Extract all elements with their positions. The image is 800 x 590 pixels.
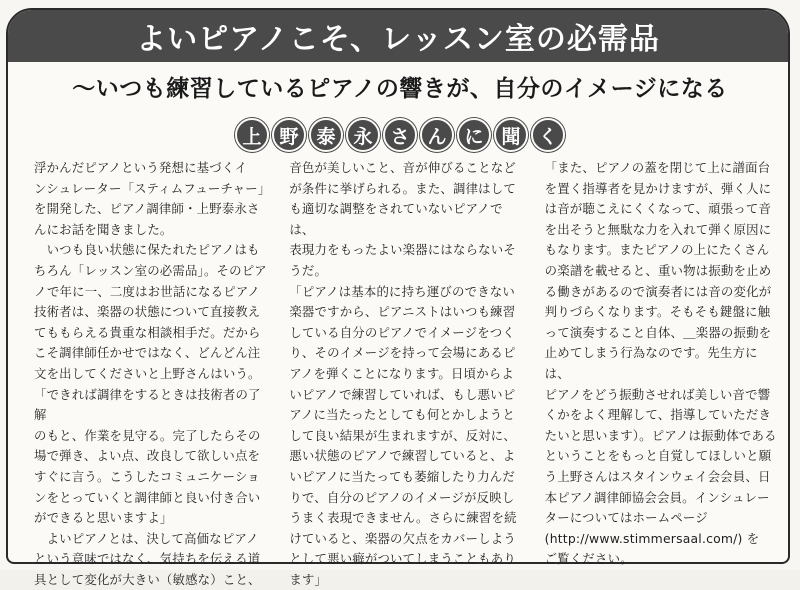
- article-body: [34, 158, 782, 587]
- badge-char: さ: [383, 118, 417, 152]
- badge-char: ん: [420, 118, 454, 152]
- page-title: よいピアノこそ、レッスン室の必需品: [136, 22, 660, 57]
- article-column-2: 音色が美しいこと、音が伸びることなど が条件に挙げられる。また、調律はして も適切な調整をされていないピアノでは、 表現力をもったよい楽器にはならないそ うだ。 「ピアノは基本的に持ち運びのできない 楽器ですから、ピアニストはいつも練習 している自分のピアノでイメージをつく り、そのイメージを持って会場にあるピ アノを弾くことになります。日頃からよ いピアノで練習していれば、もし悪いピ アノに当たったとしても何とかしようと して良い結果が生まれますが、反対に、 悪い状態のピアノで練習していると、よ いピアノに当たっても萎縮したり力んだ りで、自分のピアノのイメージが反映し うまく表現できません。さらに練習を続 けていると、楽器の欠点をカバーしよう として悪い癖がついてしまうこともあり ます」: [289, 160, 517, 587]
- badge-char: に: [457, 118, 491, 152]
- badge-char: 野: [272, 118, 306, 152]
- badge-char: く: [531, 118, 565, 152]
- badge-char: 泰: [309, 118, 343, 152]
- interview-badge: [0, 118, 800, 152]
- badge-char: 聞: [494, 118, 528, 152]
- article-column-1: 浮かんだピアノという発想に基づくイ ンシュレーター「スティムフューチャー」 を開発した、ピアノ調律師・上野泰永さ んにお話を聞きました。 いつも良い状態に保たれたピアノはも ちろん「レッスン室の必需品」。そのピア ノで年に一、二度はお世話になるピアノ 技術者は、楽器の状態について直接教え てももらえる貴重な相談相手だ。だから こそ調律師任かせではなく、どんどん注 文を出してくださいと上野さんはいう。 「できれば調律をするときは技術者の了解 のもと、作業を見守る。完了したらその 場で弾き、よい点、改良して欲しい点を すぐに言う。こうしたコミュニケーショ ンをとっていくと調律師と良い付き合い ができると思いますよ」 よいピアノとは、決して高価なピアノ という意味ではなく、気持ちを伝える道 具として変化が大きい（敏感な）こと、: [34, 160, 271, 587]
- badge-char: 上: [235, 118, 269, 152]
- article-subtitle: 〜いつも練習しているピアノの響きが、自分のイメージになる: [72, 76, 728, 102]
- article-column-3: 「また、ピアノの蓋を閉じて上に譜面台 を置く指導者を見かけますが、弾く人に は音が聴こえにくくなって、頑張って音 を出そうと無駄な力を入れて弾く原因に もなります。またピアノの上にたくさん の楽譜を載せると、重い物は振動を止め る働きがあるので演奏者には音の変化が 判りづらくなります。そもそも鍵盤に触 って演奏すること自体、＿楽器の振動を 止めてしまう行為なのです。先生方には、 ピアノをどう振動させれば美しい音で響 くかをよく理解して、指導していただき たいと思います）。ピアノは振動体である ということをもっと自覚してほしいと願 う上野さんはスタインウェイ会会員、日 本ピアノ調律師協会会員。インシュレー ターについてはホームページ (http://www.stimmersaal.com/) を ご覧ください。: [544, 160, 777, 567]
- badge-char: 永: [346, 118, 380, 152]
- title-banner: [8, 10, 788, 62]
